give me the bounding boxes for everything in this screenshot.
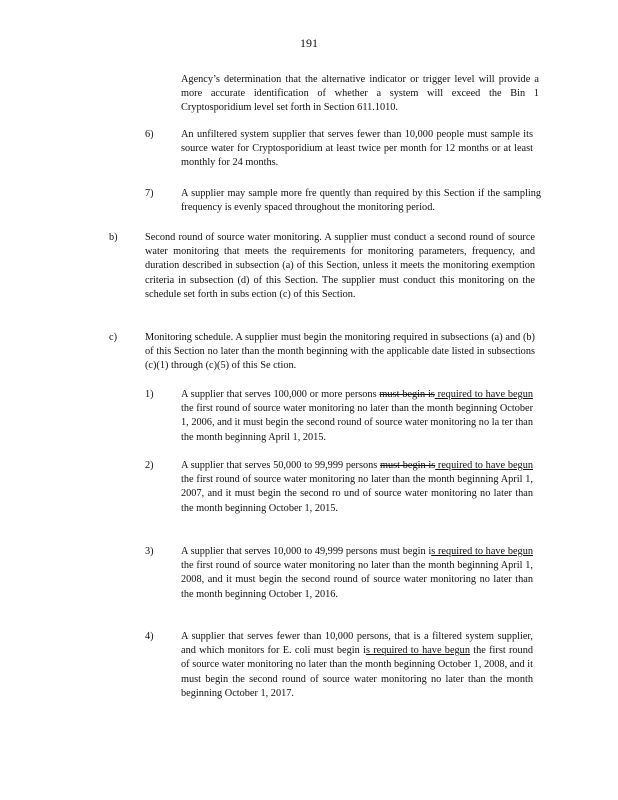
item-6-label: 6) [145, 129, 154, 140]
item-c2-text-before: A supplier that serves 50,000 to 99,999 persons [181, 460, 381, 471]
item-c4-text-before: A supplier that serves fewer than 10,000 persons, that is a filtered system supplier, and which monitors for E. coli must begin i [181, 631, 533, 657]
page-number: 191 [300, 36, 318, 50]
item-c1-paragraph [181, 388, 533, 445]
item-c2-inserted-text: required to have begun [435, 460, 533, 471]
item-c3-paragraph [181, 545, 533, 602]
item-7-label: 7) [145, 188, 154, 199]
intro-paragraph: Agency’s determination that the alternative indicator or trigger level will provide a more accurate identification of whether a system will exceed the Bin 1 Cryptosporidium level set forth in Section 611.1010. [181, 74, 539, 114]
item-c4-paragraph [181, 630, 533, 701]
item-c3-label: 3) [145, 546, 154, 557]
item-c1-label: 1) [145, 389, 154, 400]
item-c3-text-before: A supplier that serves 10,000 to 49,999 persons must begin i [181, 546, 432, 557]
item-c1-deleted-text: must begin is [379, 389, 435, 400]
item-c2-deleted-text: must begin is [380, 460, 436, 471]
item-7-paragraph: A supplier may sample more fre quently than required by this Section if the sampling frequency is evenly spaced throughout the monitoring period. [181, 188, 541, 214]
item-c1-text-after: the first round of source water monitoring no later than the month beginning October 1, 2006, and it must begin the second round of source water monitoring no la ter than the month beginning April 1, 2015. [181, 403, 533, 443]
item-6-paragraph: An unfiltered system supplier that serves fewer than 10,000 people must sample its source water for Cryptosporidium at least twice per month for 12 months or at least monthly for 24 months. [181, 129, 533, 169]
item-c4-label: 4) [145, 631, 154, 642]
item-c1-inserted-text: required to have begun [434, 389, 533, 400]
section-c-label: c) [109, 332, 117, 343]
item-c2-paragraph [181, 459, 533, 516]
item-c4-inserted-text: s required to have begun [365, 645, 470, 657]
item-c3-text-after: the first round of source water monitoring no later than the month beginning April 1, 2008, and it must begin the second round of source water monitoring no later than the month beginning October 1, 2016. [181, 560, 533, 600]
item-c1-text-before: A supplier that serves 100,000 or more persons [181, 389, 380, 400]
item-c3-inserted-text: s required to have begun [431, 546, 533, 557]
section-b-paragraph: Second round of source water monitoring. A supplier must conduct a second round of source water monitoring that meets the requirements for monitoring parameters, frequency, and duration described in subsection (a) of this Section, unless it meets the monitoring exemption criteria in subsection (d) of this Section. The supplier must conduct this monitoring on the schedule set forth in subs ection (c) of this Section. [145, 232, 535, 300]
item-c4-text-after: the first round of source water monitoring no later than the month beginning October 1, 2008, and it must begin the second round of source water monitoring no later than the month beginning October 1, 2017. [181, 645, 533, 699]
item-c2-label: 2) [145, 460, 154, 471]
section-c-paragraph: Monitoring schedule. A supplier must begin the monitoring required in subsections (a) and (b) of this Section no later than the month beginning with the applicable date listed in subsections (c)(1) through (c)(5) of this Se ction. [145, 332, 535, 372]
item-c2-text-after: the first round of source water monitoring no later than the month beginning April 1, 2007, and it must begin the second ro und of source water monitoring no later than the month beginning October 1, 2015. [181, 474, 533, 514]
section-b-label: b) [109, 232, 118, 243]
